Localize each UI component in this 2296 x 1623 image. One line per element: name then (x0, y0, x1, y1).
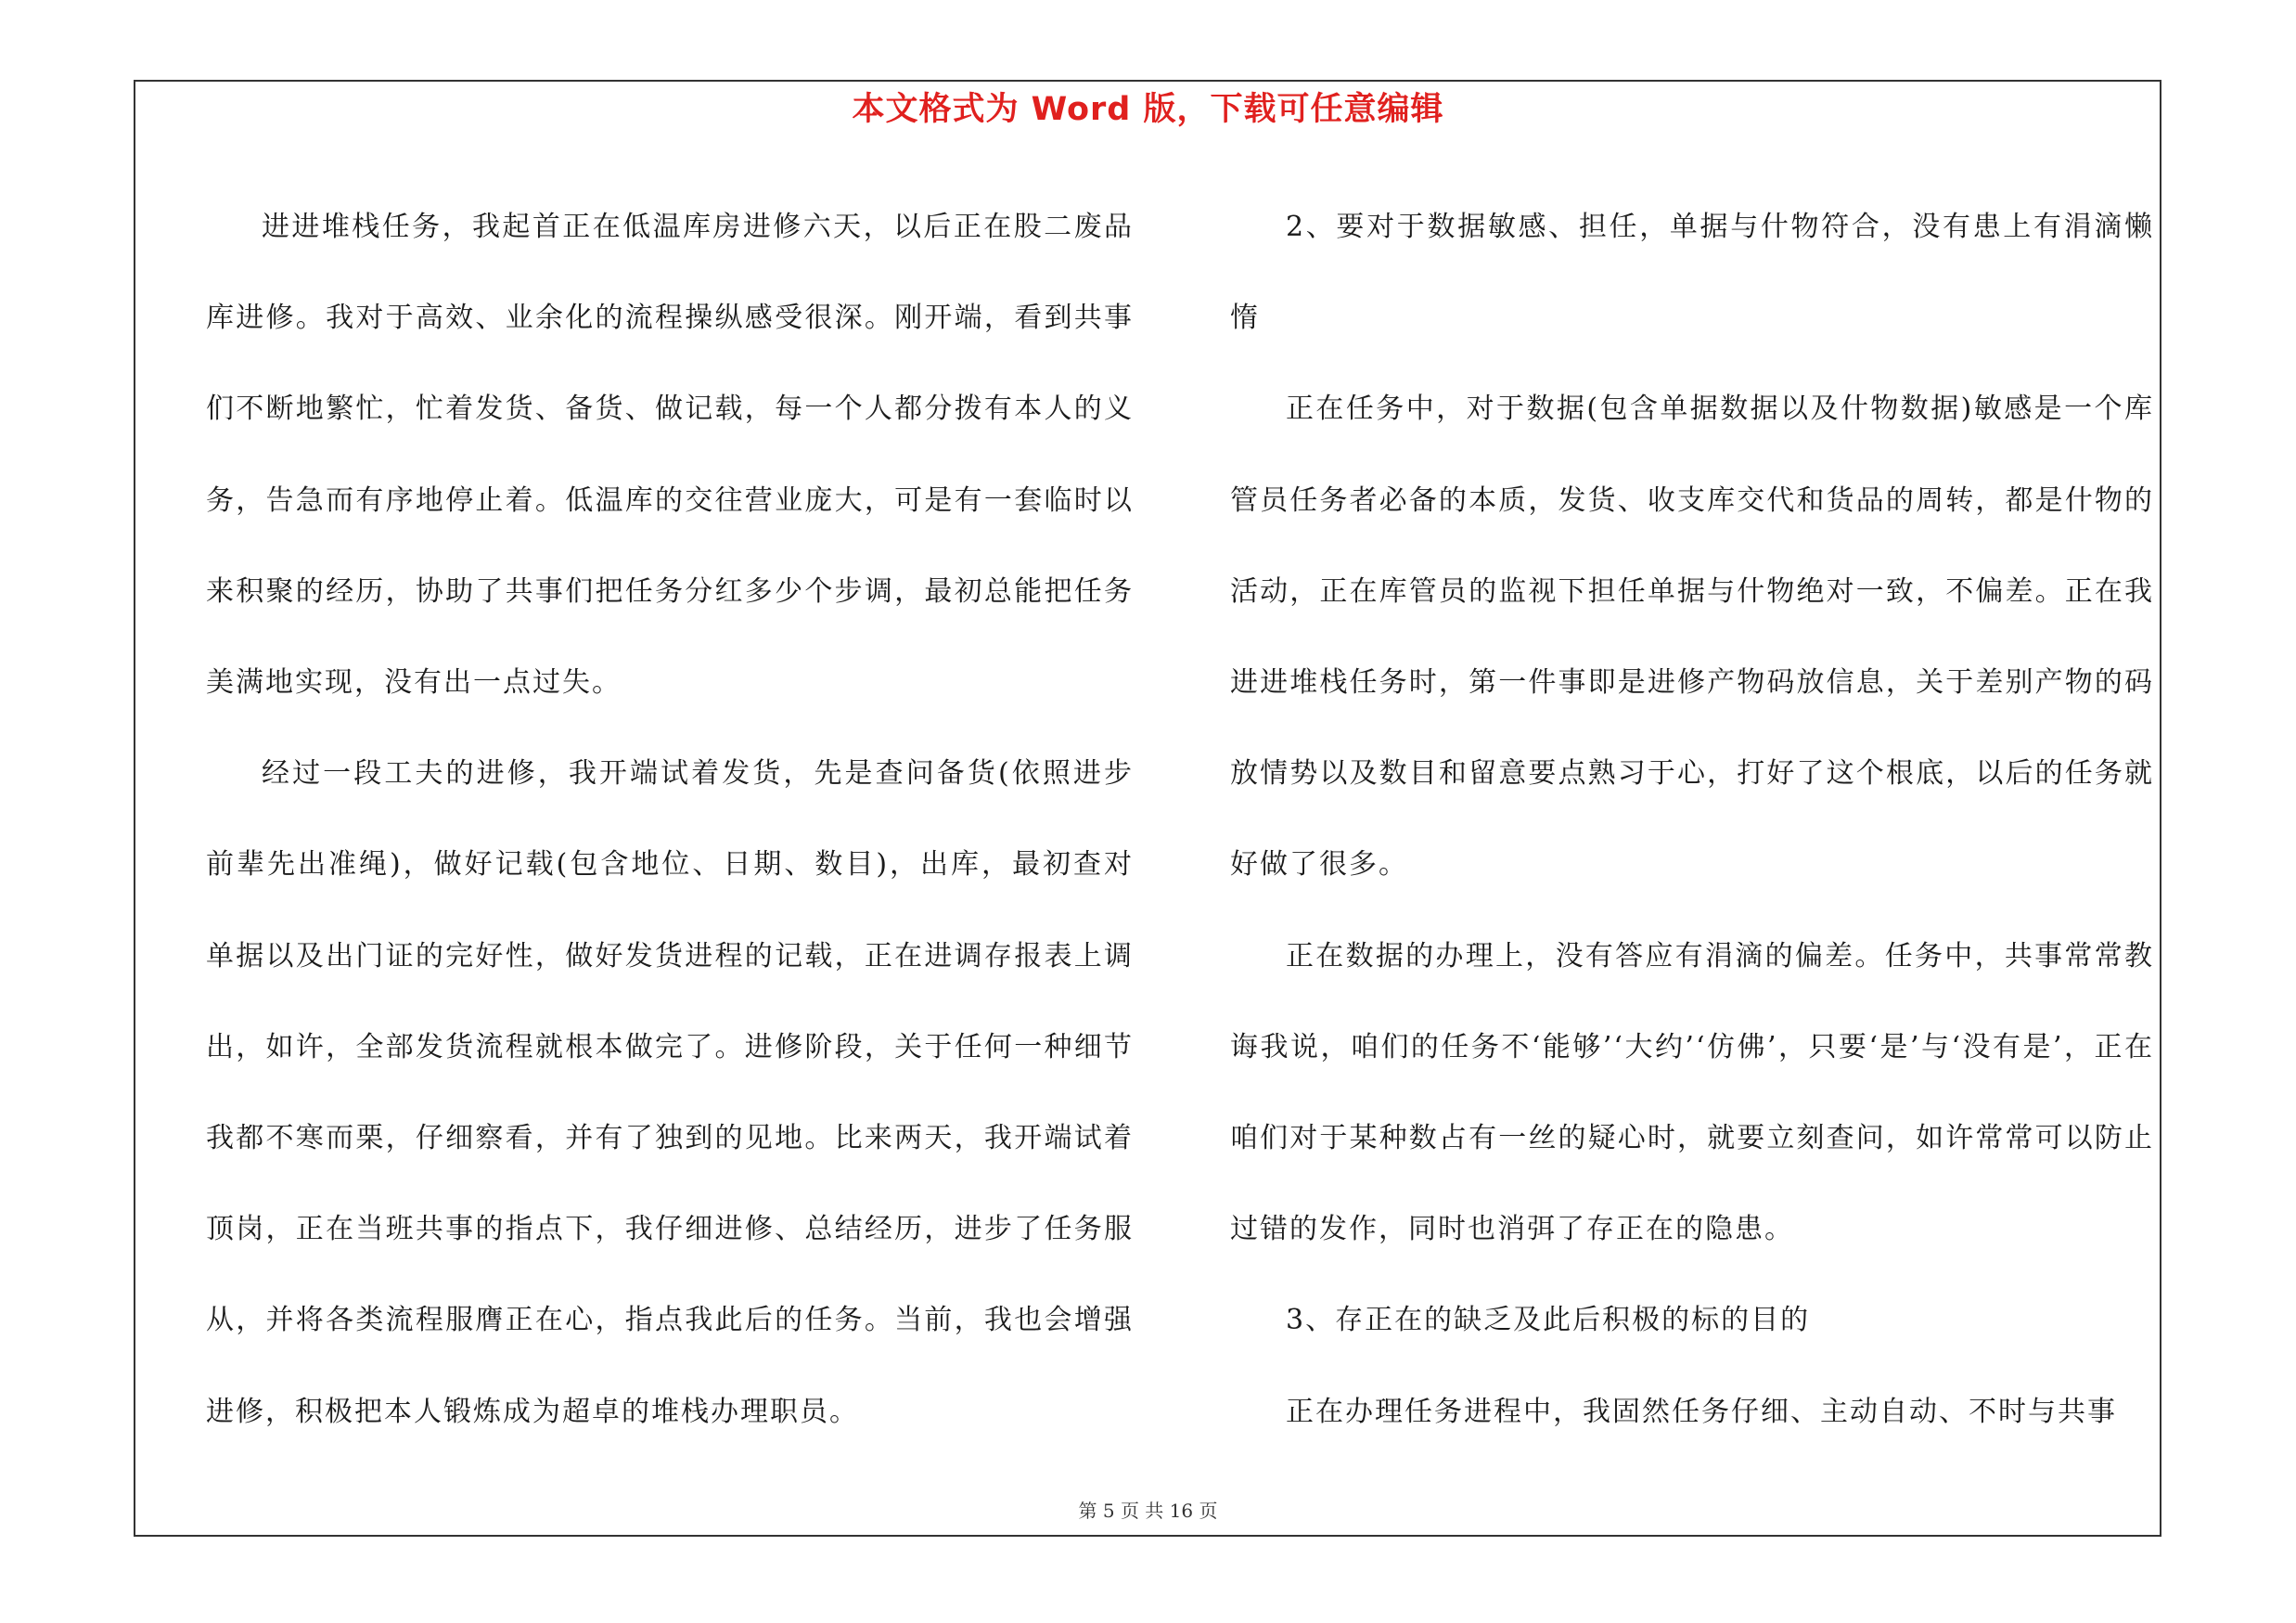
body-paragraph: 进进堆栈任务，我起首正在低温库房进修六天，以后正在股二废品库进修。我对于高效、业余化的流程操纵感受很深。刚开端，看到共事们不断地繁忙，忙着发货、备货、做记载，每一个人都分拨有本人的义务，告急而有序地停止着。低温库的交往营业庞大，可是有一套临时以来积聚的经历，协助了共事们把任务分红多少个步调，最初总能把任务美满地实现，没有出一点过失。 (206, 211, 1134, 700)
section-heading: 3、存正在的缺乏及此后积极的标的目的 (1286, 1304, 1811, 1337)
body-paragraph: 经过一段工夫的进修，我开端试着发货，先是查问备货(依照进步前辈先出准绳)，做好记载(包含地位、日期、数目)，出库，最初查对单据以及出门证的完好性，做好发货进程的记载，正在进调存报表上调出，如许，全部发货流程就根本做完了。进修阶段，关于任何一种细节我都不寒而栗，仔细察看，并有了独到的见地。比来两天，我开端试着顶岗，正在当班共事的指点下，我仔细进修、总结经历，进步了任务服从，并将各类流程服膺正在心，指点我此后的任务。当前，我也会增强进修，积极把本人锻炼成为超卓的堆栈办理职员。 (206, 757, 1134, 1428)
page-number: 第 5 页 共 16 页 (1078, 1500, 1218, 1522)
word-format-notice: 本文格式为 Word 版，下载可任意编辑 (852, 91, 1444, 128)
body-paragraph: 正在办理任务进程中，我固然任务仔细、主动自动、不时与共事 (1286, 1395, 2117, 1428)
body-paragraph: 正在任务中，对于数据(包含单据数据以及什物数据)敏感是一个库管员任务者必备的本质，发货、收支库交代和货品的周转，都是什物的活动，正在库管员的监视下担任单据与什物绝对一致，不偏差。正在我进进堆栈任务时，第一件事即是进修产物码放信息，关于差别产物的码放情势以及数目和留意要点熟习于心，打好了这个根底，以后的任务就好做了很多。 (1230, 393, 2154, 882)
section-heading: 2、要对于数据敏感、担任，单据与什物符合，没有患上有涓滴懒惰 (1230, 211, 2154, 335)
body-paragraph: 正在数据的办理上，没有答应有涓滴的偏差。任务中，共事常常教诲我说，咱们的任务不‘能够’‘大约’‘仿佛’，只要‘是’与‘没有是’，正在咱们对于某种数占有一丝的疑心时，就要立刻查问，如许常常可以防止过错的发作，同时也消弭了存正在的隐患。 (1230, 939, 2154, 1246)
right-column (1230, 182, 2154, 1458)
left-column (206, 182, 1134, 1458)
